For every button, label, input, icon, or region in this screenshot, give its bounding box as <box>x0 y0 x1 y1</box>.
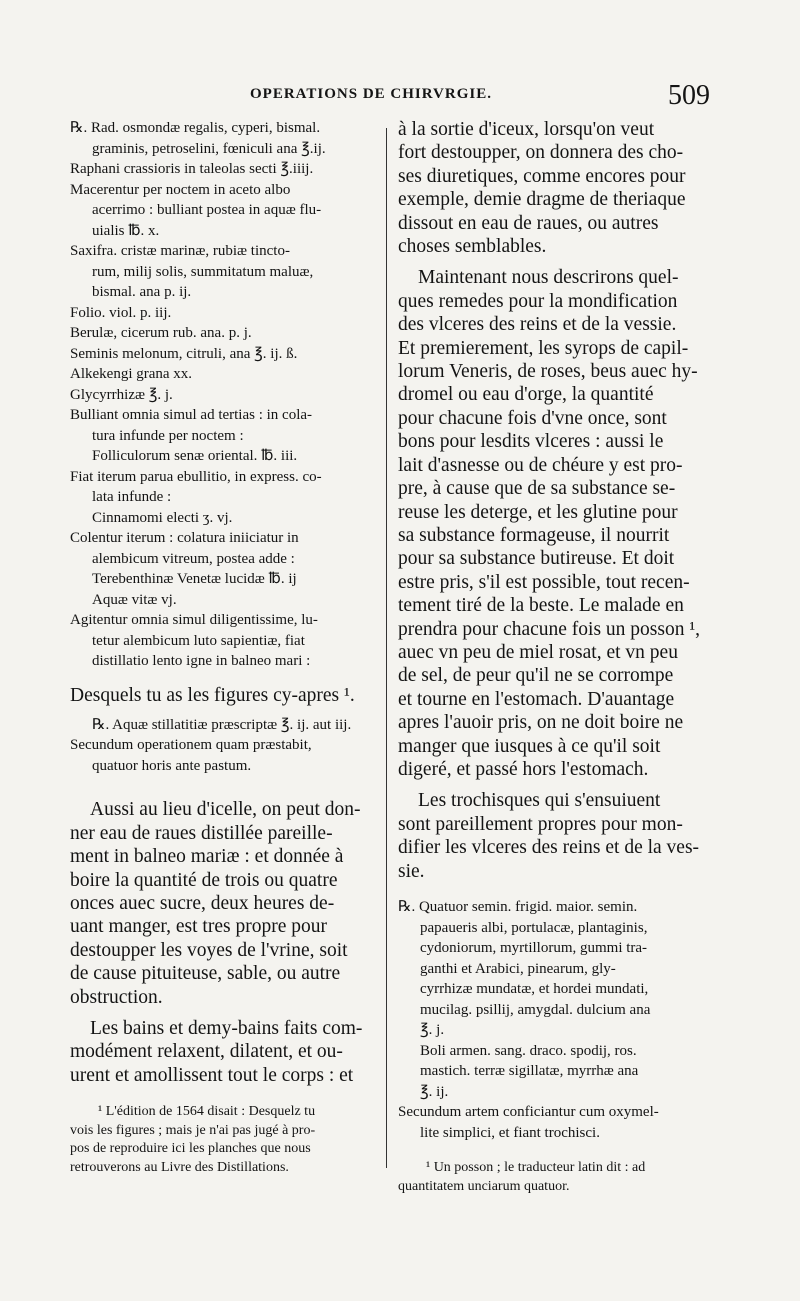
recipe-line: Alkekengi grana xx. <box>70 366 193 382</box>
text-line: pour chacune fois d'vne once, sont <box>398 407 667 429</box>
recipe-line: uialis ℔. x. <box>92 222 160 239</box>
text-line: dissout en eau de raues, ou autres <box>398 212 659 234</box>
recipe-line: Folliculorum senæ oriental. ℔. iii. <box>92 448 298 464</box>
recipe-line: Berulæ, cicerum rub. ana. p. j. <box>70 325 252 341</box>
text-line: à la sortie d'iceux, lorsqu'on veut <box>398 119 655 140</box>
recipe-line: cyrrhizæ mundatæ, et hordei mundati, <box>420 981 649 997</box>
latin-recipe-1 <box>70 118 378 672</box>
text-line: ment in balneo mariæ : et donnée à <box>70 846 344 868</box>
recipe-line: ℥. ij. <box>420 1083 449 1100</box>
text-line: apres l'auoir pris, on ne doit boire ne <box>398 712 684 734</box>
recipe-line: quatuor horis ante pastum. <box>92 757 252 774</box>
text-line: fort destoupper, on donnera des cho- <box>398 142 684 164</box>
paragraph-bains <box>70 1017 378 1087</box>
footnote-right <box>398 1159 713 1196</box>
text-line: Et premierement, les syrops de capil- <box>398 337 689 359</box>
text-line: choses semblables. <box>398 236 547 258</box>
recipe-line: papaueris albi, portulacæ, plantaginis, <box>420 919 648 936</box>
recipe-line: bismal. ana p. ij. <box>92 284 192 300</box>
recipe-line: lite simplici, et fiant trochisci. <box>420 1124 600 1141</box>
recipe-line: Raphani crassioris in taleolas secti ℥.iiij. <box>70 161 314 177</box>
text-line: Les bains et demy-bains faits com- <box>90 1018 363 1040</box>
text-line: dromel ou eau d'orge, la quantité <box>398 384 654 406</box>
left-column <box>70 118 378 1177</box>
text-line: reuse les deterge, et les glutine pour <box>398 501 678 523</box>
recipe-line: Aquæ vitæ vj. <box>92 591 177 608</box>
text-line: auec vn peu de miel rosat, et vn peu <box>398 641 678 663</box>
recipe-line: Glycyrrhizæ ℥. j. <box>70 386 173 403</box>
text-line: sa substance formageuse, il nourrit <box>398 524 670 546</box>
footnote-left <box>70 1103 378 1177</box>
footnote-line: vois les figures ; mais je n'ai pas jugé à pro- <box>70 1122 316 1138</box>
text-line: de sel, de peur qu'il ne se corrompe <box>398 665 674 687</box>
recipe-line: Boli armen. sang. draco. spodij, ros. <box>420 1042 637 1059</box>
recipe-line: tura infunde per noctem : <box>92 427 244 444</box>
recipe-line: rum, milij solis, summitatum maluæ, <box>92 263 314 280</box>
text-line: tement tiré de la beste. Le malade en <box>398 595 684 617</box>
text-line: urent et amollissent tout le corps : et <box>70 1064 354 1086</box>
text-line: bons pour lesdits vlceres : aussi le <box>398 431 664 453</box>
recipe-line: Agitentur omnia simul diligentissime, lu- <box>70 612 318 628</box>
text-line: prendra pour chacune fois un posson ¹, <box>398 618 701 640</box>
recipe-line: mastich. terræ sigillatæ, myrrhæ ana <box>420 1063 639 1079</box>
text-line: uant manger, est tres propre pour <box>70 916 327 938</box>
recipe-line: ganthi et Arabici, pinearum, gly- <box>420 960 616 977</box>
paragraph-trochisques <box>398 789 713 883</box>
recipe-line: ℞. Aquæ stillatitiæ præscriptæ ℥. ij. aut iij. <box>92 716 352 733</box>
text-line: digeré, et passé hors l'estomach. <box>398 758 649 780</box>
text-line: et tourne en l'estomach. D'auantage <box>398 688 675 710</box>
text-line: sie. <box>398 860 425 882</box>
text-line: Maintenant nous descrirons quel- <box>418 267 679 289</box>
paragraph-remedes <box>398 266 713 781</box>
text-line: de cause pituiteuse, sable, ou autre <box>70 963 341 985</box>
recipe-line: acerrimo : bulliant postea in aquæ flu- <box>92 202 322 218</box>
recipe-line: distillatio lento igne in balneo mari : <box>92 653 311 669</box>
text-line: modément relaxent, dilatent, et ou- <box>70 1041 343 1063</box>
recipe-line: Colentur iterum : colatura iniiciatur in <box>70 530 299 546</box>
text-line: onces auec sucre, deux heures de- <box>70 893 335 915</box>
latin-recipe-3 <box>398 897 713 1143</box>
recipe-line: Saxifra. cristæ marinæ, rubiæ tincto- <box>70 243 290 259</box>
text-line: ses diuretiques, comme encores pour <box>398 165 686 187</box>
text-line: lorum Veneris, de roses, beus auec hy- <box>398 361 698 383</box>
recipe-line: Bulliant omnia simul ad tertias : in cola- <box>70 407 313 423</box>
footnote-line: ¹ L'édition de 1564 disait : Desquelz tu <box>98 1104 316 1120</box>
footnote-line: retrouverons au Livre des Distillations. <box>70 1159 289 1175</box>
recipe-line: Macerentur per noctem in aceto albo <box>70 181 291 198</box>
recipe-line: alembicum vitreum, postea adde : <box>92 550 295 567</box>
column-divider <box>386 128 387 1168</box>
latin-recipe-2 <box>70 715 378 777</box>
recipe-line: ℥. j. <box>420 1022 445 1038</box>
recipe-line: Secundum artem conficiantur cum oxymel- <box>398 1104 659 1120</box>
page-number: 509 <box>668 80 710 111</box>
text-line: Aussi au lieu d'icelle, on peut don- <box>90 799 361 821</box>
recipe-line: Fiat iterum parua ebullitio, in express. co- <box>70 468 322 485</box>
footnote-line: ¹ Un posson ; le traducteur latin dit : ad <box>426 1160 646 1175</box>
text-line: estre pris, s'il est possible, tout recen- <box>398 571 690 593</box>
text-line: Les trochisques qui s'ensuiuent <box>418 790 661 812</box>
recipe-line: Cinnamomi electi ʒ. vj. <box>92 509 233 526</box>
paragraph-diuretiques <box>398 118 713 258</box>
text-line: difier les vlceres des reins et de la ves- <box>398 837 700 859</box>
text-line: boire la quantité de trois ou quatre <box>70 869 338 891</box>
recipe-line: tetur alembicum luto sapientiæ, fiat <box>92 632 305 649</box>
recipe-line: cydoniorum, myrtillorum, gummi tra- <box>420 940 648 956</box>
recipe-line: Folio. viol. p. iij. <box>70 304 172 321</box>
paragraph-figures <box>70 684 378 707</box>
text-line: lait d'asnesse ou de chéure y est pro- <box>398 454 683 476</box>
recipe-line: Secundum operationem quam præstabit, <box>70 737 312 754</box>
recipe-line: Terebenthinæ Venetæ lucidæ ℔. ij <box>92 571 297 587</box>
footnote-line: quantitatem unciarum quatuor. <box>398 1178 570 1194</box>
running-header: OPERATIONS DE CHIRVRGIE. <box>250 86 492 102</box>
text-line: pre, à cause que de sa substance se- <box>398 478 676 500</box>
footnote-line: pos de reproduire ici les planches que nous <box>70 1141 311 1157</box>
text-line: obstruction. <box>70 986 163 1008</box>
recipe-line: Seminis melonum, citruli, ana ℥. ij. ß. <box>70 345 298 362</box>
recipe-line: ℞. Rad. osmondæ regalis, cyperi, bismal. <box>70 120 321 136</box>
paragraph-eau-de-raues <box>70 798 378 1009</box>
text-line: des vlceres des reins et de la vessie. <box>398 314 677 336</box>
text-line: manger que iusques à ce qu'il soit <box>398 735 661 757</box>
text-line: pour sa substance butireuse. Et doit <box>398 548 675 570</box>
recipe-line: mucilag. psillij, amygdal. dulcium ana <box>420 1001 651 1018</box>
text-line: exemple, demie dragme de theriaque <box>398 189 686 211</box>
text-line: destoupper les voyes de l'vrine, soit <box>70 939 348 961</box>
recipe-line: lata infunde : <box>92 489 172 505</box>
right-column <box>398 118 713 1196</box>
recipe-line: graminis, petroselini, fœniculi ana ℥.ij. <box>92 140 326 157</box>
text-line: Desquels tu as les figures cy-apres ¹. <box>70 684 355 706</box>
text-line: ques remedes pour la mondification <box>398 290 678 312</box>
recipe-line: ℞. Quatuor semin. frigid. maior. semin. <box>398 899 638 915</box>
text-line: ner eau de raues distillée pareille- <box>70 822 333 844</box>
text-line: sont pareillement propres pour mon- <box>398 813 683 835</box>
